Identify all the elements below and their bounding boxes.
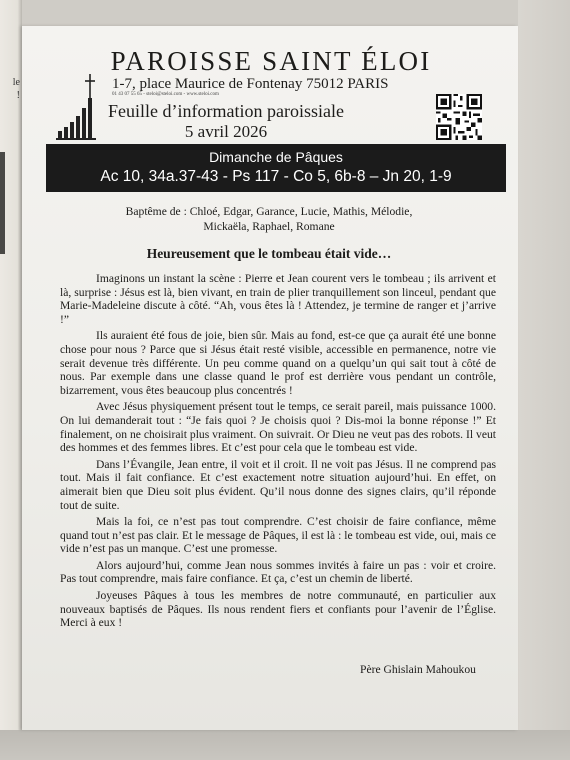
article-paragraph: Joyeuses Pâques à tous les membres de notre communauté, en particulier aux nouveaux baptisés de Pâques. Ils nous rendent fiers et confiants pour l’avenir de l’Église. Merci à eux ! [60, 589, 496, 630]
article-paragraph: Alors aujourd’hui, comme Jean nous sommes invités à faire un pas : voir et croire. Pas tout comprendre, mais faire confiance. Et ça, c’est un chemin de liberté. [60, 558, 496, 586]
sunday-title: Dimanche de Pâques [209, 149, 343, 165]
newsletter-sheet [22, 26, 518, 730]
scripture-readings: Ac 10, 34a.37-43 - Ps 117 - Co 5, 6b-8 – Jn 20, 1-9 [100, 168, 452, 185]
newsletter-date: 5 avril 2026 [184, 122, 268, 141]
article-title: Heureusement que le tombeau était vide… [146, 246, 392, 261]
article-paragraph: Dans l’Évangile, Jean entre, il voit et il croit. Il ne voit pas Jésus. Il ne comprend pas tout. Mais il fait confiance. Et c’est exactement notre situation aujourd’hui. En effet, on aimerait bien que Dieu soit plus évident. Qu’il nous donne des signes clairs, qu’il réponde tout de suite. [60, 457, 496, 512]
baptism-names: Baptême de : Chloé, Edgar, Garance, Lucie, Mathis, Mélodie, Mickaëla, Raphael, Romane [125, 205, 413, 233]
church-logo-icon [54, 72, 98, 142]
table-shadow [0, 730, 570, 760]
article-paragraph: Imaginons un instant la scène : Pierre et Jean courent vers le tombeau ; ils arrivent et là, surprise : Jésus est là, bien vivant, en train de plier tranquillement son linceul, pendant que Marie-Madeleine discute à côté. “Ah, vous êtes là ! Attendez, je termine de ranger et j’arrive !” [60, 272, 496, 326]
article-body [60, 272, 496, 633]
article-paragraph: Avec Jésus physiquement présent tout le temps, ce serait pareil, mais puissance 1000. On lui demanderait tout : “Je fais quoi ? Je choisis quoi ? Dis-moi la bonne réponse !” Et finalement, on ne choisirait plus vraiment. On suivrait. Or Dieu ne veut pas des robots. Il veut des hommes et des femmes libres. Et c’est pour cela que le tombeau est vide. [60, 400, 496, 455]
previous-page-dark-strip [0, 152, 5, 254]
author-signature: Père Ghislain Mahoukou [360, 663, 476, 676]
parish-title: PAROISSE SAINT ÉLOI [110, 46, 432, 76]
article-paragraph: Ils auraient été fous de joie, bien sûr. Mais au fond, est-ce que ça aurait été une bonne chose pour nous ? Parce que si Jésus était resté visible, accessible en permanence, notre vie serait devenue très différente. Un peu comme quand on a quelqu’un qui sait tout à côté de nous. Par exemple dans une classe quand le prof est derrière vous pendant un contrôle, bizarrement, vous êtes beaucoup plus concentrés ! [60, 329, 496, 397]
previous-page-line: ! [16, 90, 20, 101]
sunday-banner [46, 144, 506, 192]
previous-page-edge [0, 0, 22, 760]
parish-address: 1-7, place Maurice de Fontenay 75012 PARIS [112, 76, 389, 92]
previous-page-line: le [12, 77, 20, 88]
parish-contact: 01 43 07 55 65 - steloi@steloi.com - www.steloi.com [112, 92, 219, 97]
newsletter-subtitle: Feuille d’information paroissiale [108, 101, 344, 121]
qr-code-icon [436, 94, 482, 140]
previous-page-text [0, 76, 20, 102]
article-paragraph: Mais la foi, ce n’est pas tout comprendre. C’est choisir de faire confiance, même quand tout n’est pas clair. Et le message de Pâques, il est là : le tombeau est vide, oui, mais ce vide n’est pas un manque. C’est une promesse. [60, 515, 496, 556]
table-surface [518, 0, 570, 760]
